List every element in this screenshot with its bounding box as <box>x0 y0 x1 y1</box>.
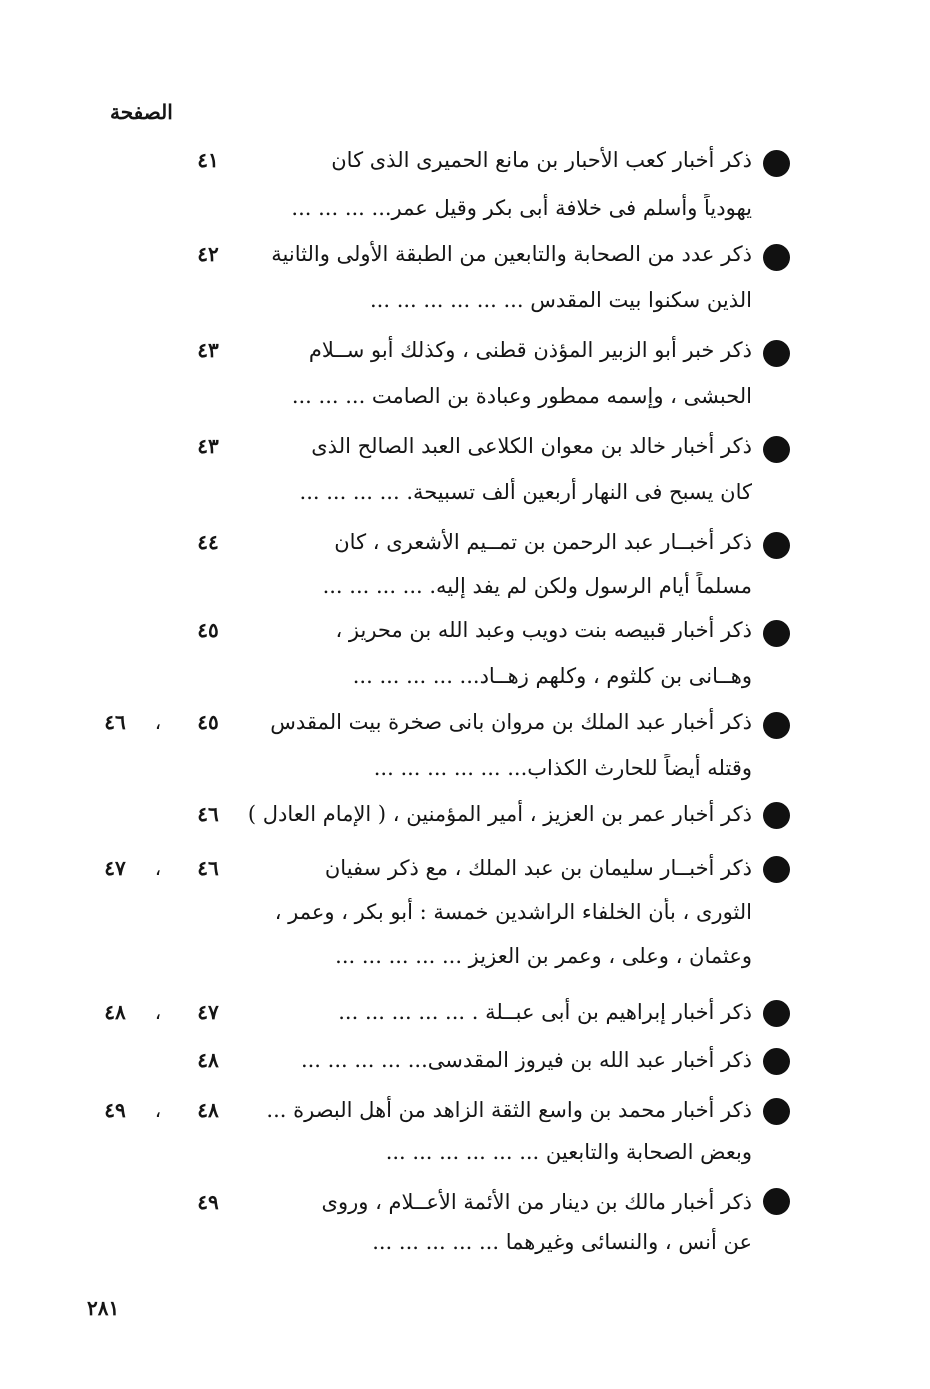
bullet-icon <box>763 532 790 559</box>
entry-line: ذكر أخبار عمر بن العزيز ، أمير المؤمنين ، ( الإمام العادل ) <box>247 802 752 826</box>
page-number: ٤٥ <box>197 710 219 734</box>
entry-line: ذكر أخبار عبد الملك بن مروان بانى صخرة بيت المقدس <box>270 710 752 734</box>
page-number: ٤٩ <box>197 1190 219 1214</box>
bullet-icon <box>763 1000 790 1027</box>
page-number: ٤٣ <box>197 338 219 362</box>
entry-line: ذكر أخبار كعب الأحبار بن مانع الحميرى الذى كان <box>331 148 752 172</box>
page-number-end: ٤٨ <box>104 1000 126 1024</box>
entry-line: وعثمان ، وعلى ، وعمر بن العزيز ... ... ... ... ... <box>335 944 752 968</box>
entry-line: ذكر عدد من الصحابة والتابعين من الطبقة الأولى والثانية <box>271 242 752 266</box>
entry-line: عن أنس ، والنسائى وغيرهما ... ... ... ... ... <box>372 1230 752 1254</box>
bullet-icon <box>763 620 790 647</box>
page-number: ٤٢ <box>197 242 219 266</box>
page-number: ٤٦ <box>197 856 219 880</box>
page-separator: ، <box>154 1000 162 1024</box>
page-number: ٤١ <box>197 148 219 172</box>
entry-line: يهودياً وأسلم فى خلافة أبى بكر وقيل عمر... ... ... ... <box>291 196 752 220</box>
bullet-icon <box>763 1098 790 1125</box>
bullet-icon <box>763 1048 790 1075</box>
entry-line: ذكر أخبــار سليمان بن عبد الملك ، مع ذكر سفيان <box>324 856 752 880</box>
entry-line: ذكر خبر أبو الزبير المؤذن قطنى ، وكذلك أبو ســلام <box>308 338 752 362</box>
bullet-icon <box>763 712 790 739</box>
page-number: ٤٦ <box>197 802 219 826</box>
page-separator: ، <box>154 710 162 734</box>
entry-line: الذين سكنوا بيت المقدس ... ... ... ... ... ... <box>370 288 752 312</box>
entry-line: ذكر أخبار خالد بن معوان الكلاعى العبد الصالح الذى <box>311 434 752 458</box>
page-number: ٤٨ <box>197 1048 219 1072</box>
bullet-icon <box>763 150 790 177</box>
page-number: ٤٧ <box>197 1000 219 1024</box>
bullet-icon <box>763 436 790 463</box>
bullet-icon <box>763 856 790 883</box>
entry-line: ذكر أخبار عبد الله بن فيروز المقدسى... ... ... ... ... <box>300 1048 752 1072</box>
page-number: ٤٤ <box>197 530 219 554</box>
entry-line: ذكر أخبار قبيصه بنت دويب وعبد الله بن محريز ، <box>335 618 752 642</box>
entry-line: ذكر أخبــار عبد الرحمن بن تمــيم الأشعرى ، كان <box>334 530 752 554</box>
entry-line: ذكر أخبار إبراهيم بن أبى عبــلة . ... ... ... ... ... <box>338 1000 752 1024</box>
page-number: ٤٥ <box>197 618 219 642</box>
bullet-icon <box>763 1188 790 1215</box>
entry-line: الثورى ، بأن الخلفاء الراشدين خمسة : أبو بكر ، وعمر ، <box>274 900 752 924</box>
bullet-icon <box>763 802 790 829</box>
table-of-contents <box>0 140 930 1280</box>
entry-line: ذكر أخبار محمد بن واسع الثقة الزاهد من أهل البصرة ... <box>266 1098 752 1122</box>
entry-line: كان يسبح فى النهار أربعين ألف تسبيحة. ... ... ... ... <box>299 480 752 504</box>
column-header: الصفحة <box>110 100 173 124</box>
entry-line: وقتله أيضاً للحارث الكذاب... ... ... ... ... ... <box>373 756 752 780</box>
page-number-end: ٤٧ <box>104 856 126 880</box>
page-separator: ، <box>154 856 162 880</box>
page-separator: ، <box>154 1098 162 1122</box>
bullet-icon <box>763 340 790 367</box>
page-number: ٤٣ <box>197 434 219 458</box>
page-number: ٤٨ <box>197 1098 219 1122</box>
bullet-icon <box>763 244 790 271</box>
page-number-end: ٤٦ <box>104 710 126 734</box>
entry-line: ذكر أخبار مالك بن دينار من الأئمة الأعــلام ، وروى <box>321 1190 752 1214</box>
page-footer-number: ٢٨١ <box>87 1296 120 1320</box>
entry-line: مسلماً أيام الرسول ولكن لم يفد إليه. ... ... ... ... <box>322 574 752 598</box>
entry-line: وبعض الصحابة والتابعين ... ... ... ... ... ... <box>385 1140 752 1164</box>
entry-line: وهــانى بن كلثوم ، وكلهم زهــاد... ... ... ... ... <box>352 664 752 688</box>
page-number-end: ٤٩ <box>104 1098 126 1122</box>
entry-line: الحبشى ، وإسمه ممطور وعبادة بن الصامت ... ... ... <box>291 384 752 408</box>
